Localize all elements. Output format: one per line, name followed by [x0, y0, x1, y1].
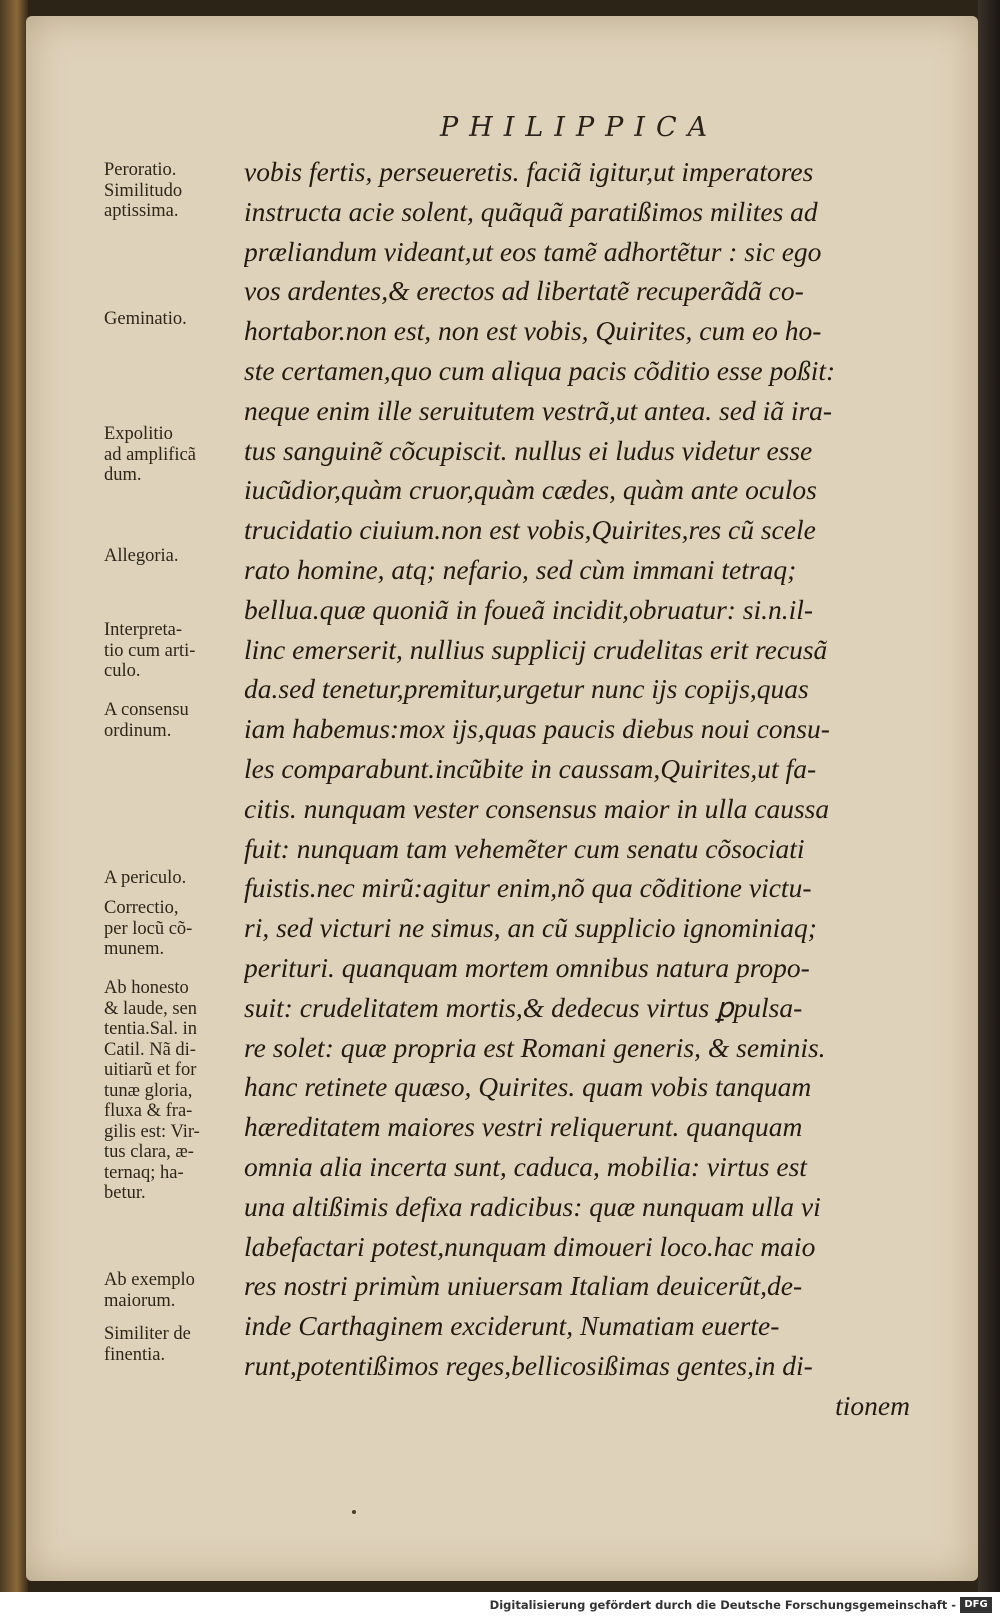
text-line: fuistis.nec mirũ:agitur enim,nõ qua cõditione victu-	[244, 872, 812, 904]
margin-note	[104, 1324, 254, 1365]
text-line: una altißimis defixa radicibus: quæ nunquam ulla vi	[244, 1190, 821, 1222]
margin-note-line: Ab honesto	[104, 978, 189, 998]
text-line: runt,potentißimos reges,bellicosißimas gentes,in di-	[244, 1349, 813, 1381]
margin-note-line: Ab exemplo	[104, 1270, 195, 1290]
text-line: hæreditatem maiores vestri reliquerunt. quanquam	[244, 1111, 803, 1143]
margin-note	[104, 1270, 254, 1311]
digitization-footer	[0, 1592, 1000, 1619]
margin-note-line: betur.	[104, 1183, 146, 1203]
margin-note-line: Catil. Nã di-	[104, 1039, 196, 1060]
margin-note-line: fluxa & fra-	[104, 1101, 193, 1121]
text-line: iam habemus:mox ijs,quas paucis diebus noui consu-	[244, 713, 830, 745]
running-head: PHILIPPICA	[440, 112, 719, 143]
margin-note-line: munem.	[104, 939, 165, 959]
text-line: vobis fertis, perseueretis. faciã igitur,ut imperatores	[244, 156, 814, 187]
text-line: res nostri primùm uniuersam Italiam deuicerũt,de-	[244, 1270, 803, 1302]
dfg-logo: DFG	[960, 1597, 992, 1613]
text-line: vos ardentes,& erectos ad libertatẽ recuperãdã co-	[244, 275, 804, 307]
footer-credit: Digitalisierung gefördert durch die Deutsche Forschungsgemeinschaft -	[489, 1598, 956, 1612]
ink-speck	[352, 1510, 356, 1514]
text-line: da.sed tenetur,premitur,urgetur nunc ijs copijs,quas	[244, 673, 809, 705]
margin-note-line: tio cum arti-	[104, 640, 196, 661]
margin-note-line: maiorum.	[104, 1290, 176, 1311]
book-right-edge	[978, 0, 1000, 1592]
margin-note-line: Correctio,	[104, 898, 179, 918]
margin-note-line: finentia.	[104, 1344, 166, 1365]
margin-note-line: ternaq; ha-	[104, 1162, 184, 1183]
text-line: suit: crudelitatem mortis,& dedecus virtus ꝑpulsa-	[244, 991, 803, 1023]
margin-note-line: tunæ gloria,	[104, 1080, 193, 1101]
margin-note-line: Interpreta-	[104, 620, 183, 640]
margin-note	[104, 978, 254, 1204]
text-line: les comparabunt.incũbite in caussam,Quirites,ut fa-	[244, 752, 817, 784]
text-line: labefactari potest,nunquam dimoueri loco.hac maio	[244, 1230, 816, 1262]
catchword: tionem	[835, 1389, 910, 1421]
margin-note-line: uitiarũ et for	[104, 1060, 197, 1080]
text-line: ri, sed victuri ne simus, an cũ supplicio ignominiaq;	[244, 912, 817, 944]
text-line: rato homine, atq; nefario, sed cùm immani tetraq;	[244, 553, 797, 585]
text-line: omnia alia incerta sunt, caduca, mobilia: virtus est	[244, 1150, 807, 1182]
text-line: neque enim ille seruitutem vestrã,ut antea. sed iã ira-	[244, 394, 833, 426]
margin-note	[104, 424, 254, 486]
text-line: iucũdior,quàm cruor,quàm cædes, quàm ante oculos	[244, 474, 817, 506]
book-spine-edge	[0, 0, 28, 1592]
margin-note	[104, 868, 254, 889]
text-line: instructa acie solent, quãquã paratißimos milites ad	[244, 195, 818, 227]
text-line: tus sanguinẽ cõcupiscit. nullus ei ludus videtur esse	[244, 434, 813, 466]
main-text	[244, 152, 944, 1426]
margin-note	[104, 620, 254, 682]
margin-note-line: tentia.Sal. in	[104, 1019, 197, 1039]
margin-note	[104, 309, 254, 330]
text-line: bellua.quæ quoniã in foueã incidit,obruatur: si.n.il-	[244, 593, 814, 625]
margin-note-line: A consensu	[104, 700, 189, 720]
text-line: trucidatio ciuium.non est vobis,Quirites,res cũ scele	[244, 514, 816, 546]
margin-note-line: Similitudo	[104, 180, 183, 201]
margin-note-line: Peroratio.	[104, 160, 177, 180]
margin-note	[104, 546, 254, 567]
text-line: præliandum videant,ut eos tamẽ adhortẽtur : sic ego	[244, 235, 822, 267]
margin-note-line: Expolitio	[104, 424, 173, 444]
margin-note-line: per locũ cõ-	[104, 918, 193, 939]
margin-note-line: culo.	[104, 661, 141, 681]
margin-note-line: A periculo.	[104, 868, 187, 888]
margin-note-line: gilis est: Vir-	[104, 1121, 200, 1142]
margin-note-line: Geminatio.	[104, 309, 187, 329]
text-line: hanc retinete quæso, Quirites. quam vobis tanquam	[244, 1071, 812, 1103]
margin-note-line: & laude, sen	[104, 998, 197, 1019]
margin-note-line: dum.	[104, 465, 142, 485]
margin-note-line: aptissima.	[104, 201, 179, 221]
text-line: perituri. quanquam mortem omnibus natura propo-	[244, 951, 810, 983]
text-line: fuit: nunquam tam vehemẽter cum senatu cõsociati	[244, 832, 805, 864]
margin-note-line: tus clara, æ-	[104, 1142, 194, 1162]
text-line: re solet: quæ propria est Romani generis, & seminis.	[244, 1031, 826, 1063]
text-line: citis. nunquam vester consensus maior in ulla caussa	[244, 792, 830, 824]
margin-note-line: ad amplificã	[104, 444, 196, 465]
text-line: linc emerserit, nullius supplicij crudelitas erit recusã	[244, 633, 828, 665]
text-line: inde Carthaginem exciderunt, Numatiam euerte-	[244, 1310, 780, 1342]
text-line: ste certamen,quo cum aliqua pacis cõditio esse poßit:	[244, 354, 836, 386]
text-line: hortabor.non est, non est vobis, Quirites, cum eo ho-	[244, 315, 822, 347]
margin-note	[104, 700, 254, 741]
margin-note-line: Similiter de	[104, 1324, 191, 1344]
margin-note-line: Allegoria.	[104, 546, 179, 566]
margin-note	[104, 160, 254, 222]
margin-note-line: ordinum.	[104, 720, 172, 741]
margin-note	[104, 898, 254, 960]
